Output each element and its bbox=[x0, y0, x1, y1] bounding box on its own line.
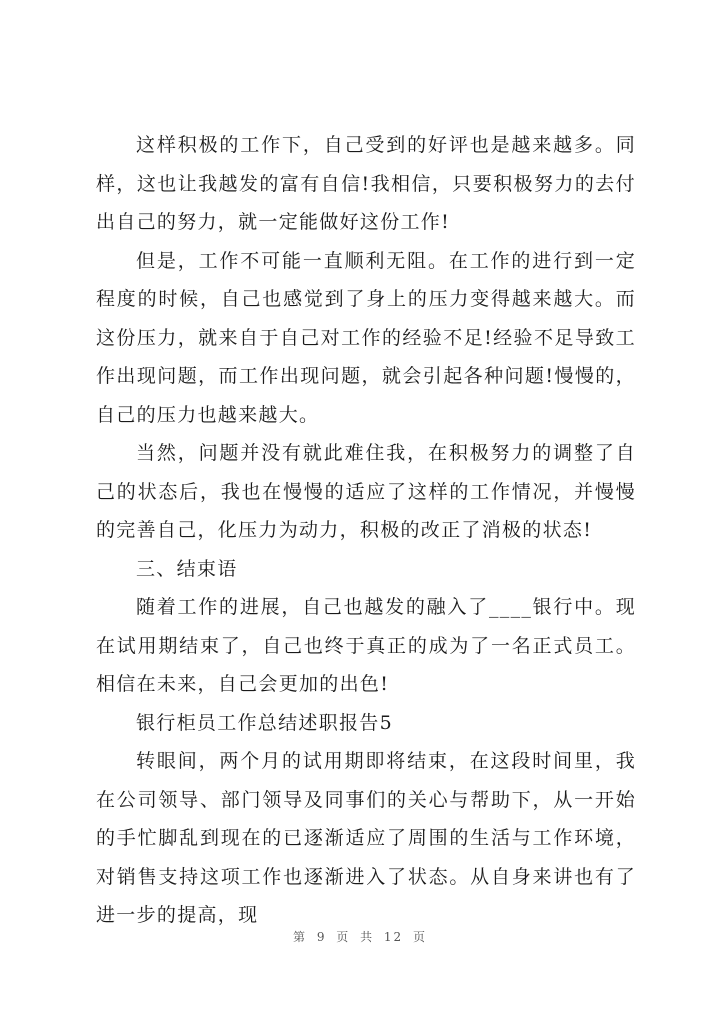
paragraph-closing: 随着工作的进展，自己也越发的融入了____银行中。现在试用期结束了，自己也终于真正的成为了一名正式员工。相信在未来，自己会更加的出色! bbox=[96, 596, 636, 695]
paragraph-pressure: 但是，工作不可能一直顺利无阻。在工作的进行到一定程度的时候，自己也感觉到了身上的压力变得越来越大。而这份压力，就来自于自己对工作的经验不足!经验不足导致工作出现问题，而工作出现问题，就会引起各种问题!慢慢的，自己的压力也越来越大。 bbox=[96, 249, 636, 426]
document-body bbox=[96, 126, 636, 935]
section-heading-conclusion: 三、结束语 bbox=[136, 557, 238, 580]
paragraph-adaptation: 当然，问题并没有就此难住我，在积极努力的调整了自己的状态后，我也在慢慢的适应了这样的工作情况，并慢慢的完善自己，化压力为动力，积极的改正了消极的状态! bbox=[96, 442, 636, 541]
paragraph-positive-feedback: 这样积极的工作下，自己受到的好评也是越来越多。同样，这也让我越发的富有自信!我相信，只要积极努力的去付出自己的努力，就一定能做好这份工作! bbox=[96, 134, 636, 233]
report-title: 银行柜员工作总结述职报告5 bbox=[136, 711, 393, 734]
page-number-footer: 第 9 页 共 12 页 bbox=[293, 930, 427, 944]
paragraph-report-intro: 转眼间，两个月的试用期即将结束，在这段时间里，我在公司领导、部门领导及同事们的关心与帮助下，从一开始的手忙脚乱到现在的已逐渐适应了周围的生活与工作环境，对销售支持这项工作也逐渐进入了状态。从自身来讲也有了进一步的提高，现 bbox=[96, 750, 636, 926]
